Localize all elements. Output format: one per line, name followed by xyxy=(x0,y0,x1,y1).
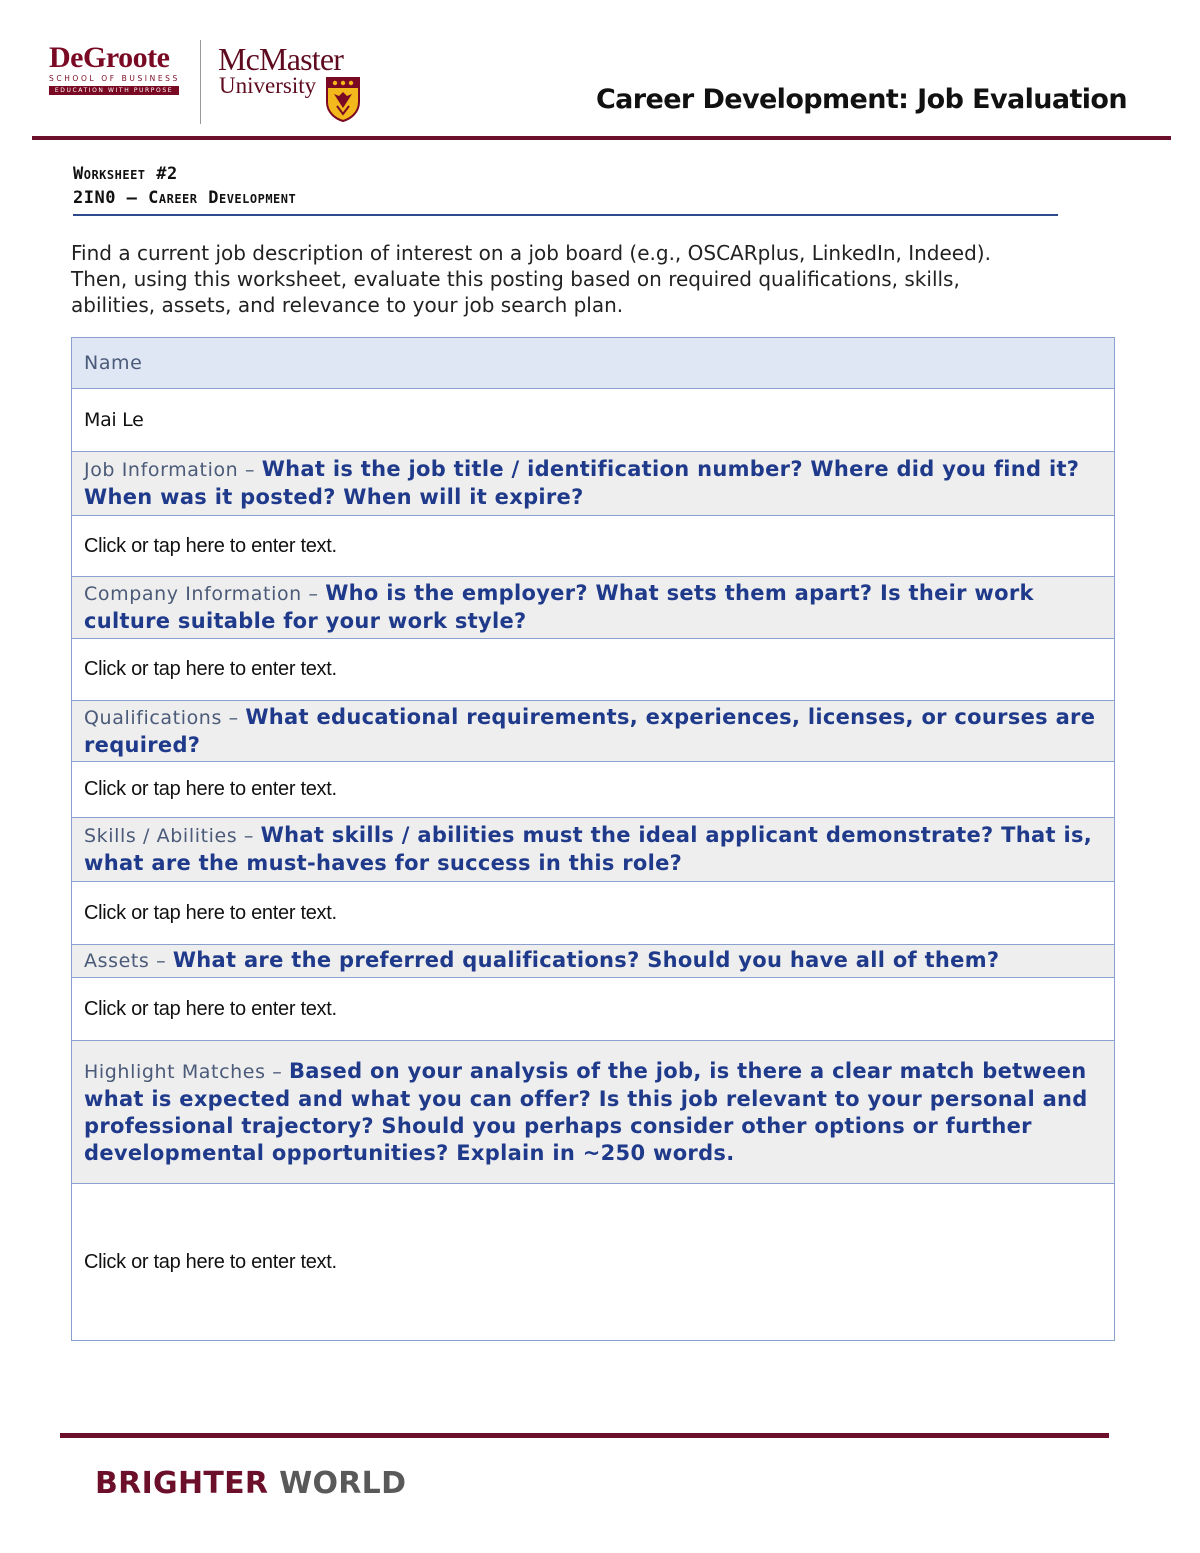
job-information-header-row xyxy=(72,452,1115,516)
assets-label-cell xyxy=(72,945,1115,978)
worksheet-title-line1: Worksheet #2 xyxy=(73,164,178,184)
qualifications-question: What educational requirements, experiences, licenses, or courses are required? xyxy=(84,704,1096,757)
job-information-question: What is the job title / identification number? Where did you find it? When was it posted? When will it expire? xyxy=(84,457,1080,509)
page-title: Career Development: Job Evaluation xyxy=(595,84,1127,115)
worksheet-title xyxy=(73,162,296,210)
skills-abilities-label-cell xyxy=(72,818,1115,882)
worksheet-title-divider xyxy=(73,214,1058,216)
name-label: Name xyxy=(84,352,143,374)
skills-abilities-label: Skills / Abilities – xyxy=(84,825,261,847)
company-information-label: Company Information – xyxy=(84,583,326,605)
qualifications-placeholder: Click or tap here to enter text. xyxy=(84,778,337,800)
qualifications-input[interactable] xyxy=(72,762,1115,818)
company-information-question: Who is the employer? What sets them apart? Is their work culture suitable for your work style? xyxy=(84,581,1034,633)
assets-label: Assets – xyxy=(84,950,173,972)
highlight-matches-question: Based on your analysis of the job, is there a clear match between what is expected and what you can offer? Is this job relevant to your personal and professional trajectory? Should you perhaps consider other options or further developmental opportunities? Explain in ~250 words. xyxy=(84,1058,1088,1165)
qualifications-answer-row xyxy=(72,762,1115,818)
job-information-label-cell xyxy=(72,452,1115,516)
company-information-header-row xyxy=(72,577,1115,639)
assets-question: What are the preferred qualifications? Should you have all of them? xyxy=(172,948,1000,972)
company-information-input[interactable] xyxy=(72,639,1115,701)
company-information-label-cell xyxy=(72,577,1115,639)
worksheet-title-line2: 2IN0 – Career Development xyxy=(73,188,297,208)
job-information-input[interactable]: Click or tap here to enter text. xyxy=(72,516,1115,577)
assets-placeholder: Click or tap here to enter text. xyxy=(84,997,337,1020)
mcmaster-logo xyxy=(218,42,368,124)
intro-paragraph: Find a current job description of interest on a job board (e.g., OSCARplus, LinkedIn, Indeed). Then, using this worksheet, evaluate this posting based on required qualifications, skills, abilities, assets, and relevance to your job search plan. xyxy=(71,241,991,317)
qualifications-label-cell xyxy=(72,701,1115,762)
highlight-matches-header-row xyxy=(72,1041,1115,1184)
highlight-matches-label: Highlight Matches – xyxy=(84,1060,289,1083)
qualifications-header-row xyxy=(72,701,1115,762)
footer-divider xyxy=(60,1433,1109,1438)
name-label-cell xyxy=(72,338,1115,389)
job-information-label: Job Information – xyxy=(84,459,262,481)
job-information-answer-row xyxy=(72,516,1115,577)
highlight-matches-placeholder: Click or tap here to enter text. xyxy=(84,1250,337,1273)
company-information-placeholder: Click or tap here to enter text. xyxy=(84,658,337,680)
skills-abilities-placeholder: Click or tap here to enter text. xyxy=(84,901,337,924)
degroote-logo-name: DeGroote xyxy=(49,41,170,74)
highlight-matches-answer-row xyxy=(72,1184,1115,1341)
degroote-logo xyxy=(49,41,183,95)
assets-answer-row xyxy=(72,978,1115,1041)
logo-divider xyxy=(200,40,201,124)
skills-abilities-answer-row xyxy=(72,882,1115,945)
mcmaster-logo-university: University xyxy=(219,73,317,98)
skills-abilities-header-row xyxy=(72,818,1115,882)
name-header-row xyxy=(72,338,1115,389)
degroote-logo-tagline: EDUCATION WITH PURPOSE xyxy=(49,86,179,95)
evaluation-form-table xyxy=(71,337,1115,1341)
assets-header-row xyxy=(72,945,1115,978)
highlight-matches-label-cell xyxy=(72,1041,1115,1184)
footer-brand-word1: BRIGHTER xyxy=(95,1466,269,1501)
skills-abilities-input[interactable] xyxy=(72,882,1115,945)
highlight-matches-input[interactable] xyxy=(72,1184,1115,1341)
footer-brand-word2: WORLD xyxy=(279,1466,407,1501)
name-input[interactable]: Mai Le xyxy=(72,389,1115,452)
name-answer-row xyxy=(72,389,1115,452)
degroote-logo-subtitle: SCHOOL OF BUSINESS xyxy=(49,74,180,83)
mcmaster-crest-icon xyxy=(325,76,361,122)
footer-brand xyxy=(95,1466,406,1501)
qualifications-label: Qualifications – xyxy=(84,706,246,729)
skills-abilities-question: What skills / abilities must the ideal applicant demonstrate? That is, what are the must-haves for success in this role? xyxy=(84,823,1093,875)
mcmaster-logo-name: McMaster xyxy=(218,41,344,77)
header-divider xyxy=(32,136,1171,140)
assets-input[interactable] xyxy=(72,978,1115,1041)
company-information-answer-row xyxy=(72,639,1115,701)
